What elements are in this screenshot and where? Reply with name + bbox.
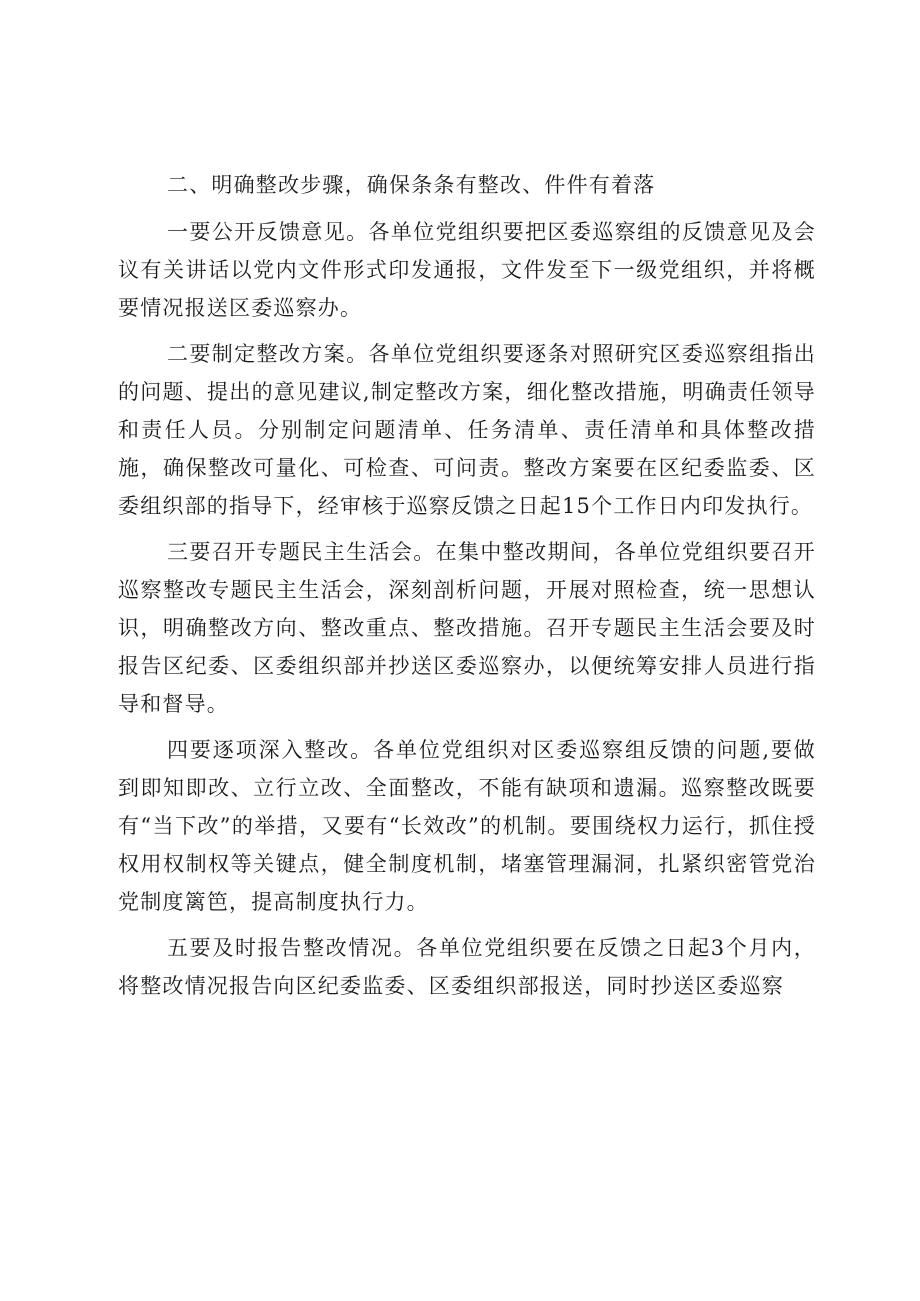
paragraph-democratic-meeting: 三要召开专题民主生活会。在集中整改期间，各单位党组织要召开巡察整改专题民主生活会，深刻剖析问题，开展对照检查，统一思想认识，明确整改方向、整改重点、整改措施。召开专题民主生活会要及时报告区纪委、区委组织部并抄送区委巡察办，以便统筹安排人员进行指导和督导。 xyxy=(118,540,816,716)
document-page xyxy=(118,166,816,1013)
paragraph-rectification-plan: 二要制定整改方案。各单位党组织要逐条对照研究区委巡察组指出的问题、提出的意见建议,制定整改方案，细化整改措施，明确责任领导和责任人员。分别制定问题清单、任务清单、责任清单和具体整改措施，确保整改可量化、可检查、可问责。整改方案要在区纪委监委、区委组织部的指导下，经审核于巡察反馈之日起15个工作日内印发执行。 xyxy=(118,342,816,518)
paragraph-report-status: 五要及时报告整改情况。各单位党组织要在反馈之日起3个月内，将整改情况报告向区纪委监委、区委组织部报送，同时抄送区委巡察 xyxy=(118,936,816,998)
paragraph-item-rectification: 四要逐项深入整改。各单位党组织对区委巡察组反馈的问题,要做到即知即改、立行立改、全面整改，不能有缺项和遗漏。巡察整改既要有“当下改”的举措，又要有“长效改”的机制。要围绕权力运行，抓住授权用权制权等关键点，健全制度机制，堵塞管理漏洞，扎紧织密管党治党制度篱笆，提高制度执行力。 xyxy=(118,738,816,914)
paragraph-public-feedback: 一要公开反馈意见。各单位党组织要把区委巡察组的反馈意见及会议有关讲话以党内文件形式印发通报，文件发至下一级党组织，并将概要情况报送区委巡察办。 xyxy=(118,220,816,320)
section-heading: 二、明确整改步骤，确保条条有整改、件件有着落 xyxy=(167,173,656,197)
